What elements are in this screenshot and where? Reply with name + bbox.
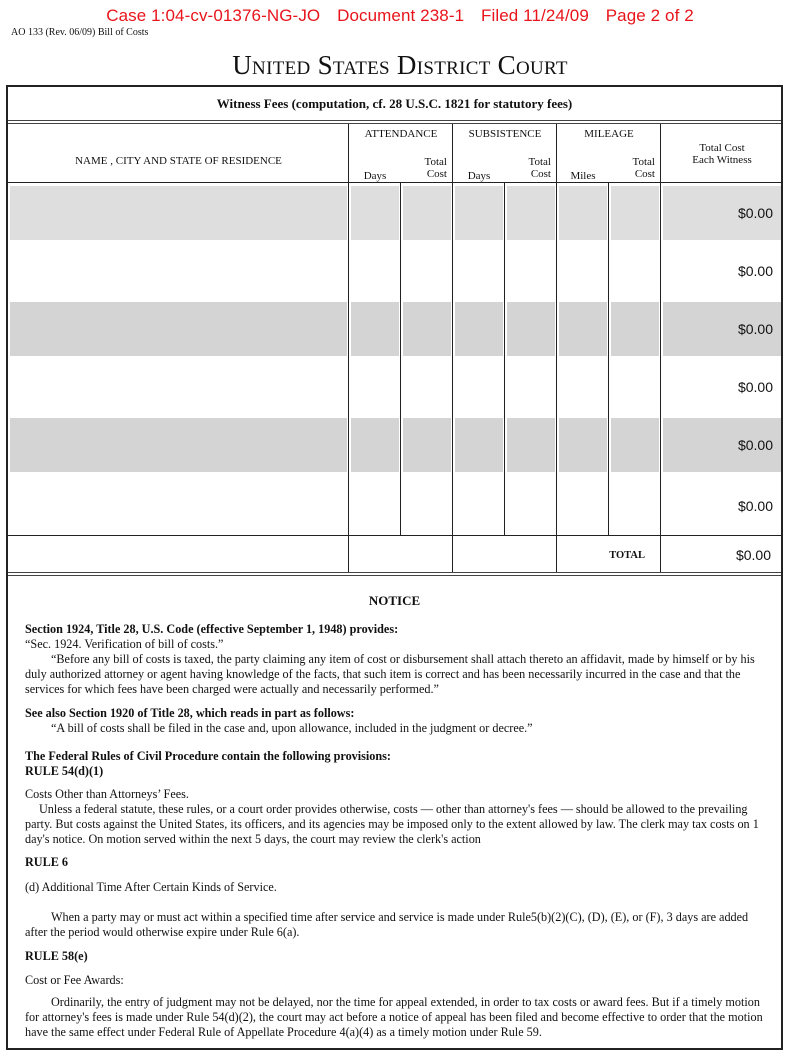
header-total-each-witness: [661, 142, 783, 166]
row-total: $0.00: [737, 379, 773, 395]
rule58-heading: RULE 58(e): [25, 949, 88, 963]
s1924-heading: Section 1924, Title 28, U.S. Code (effective September 1, 1948) provides:: [25, 622, 399, 636]
label-cost: Cost: [426, 168, 447, 180]
header-attendance: ATTENDANCE: [364, 128, 438, 140]
s1924-title: “Sec. 1924. Verification of bill of costs.”: [25, 637, 224, 651]
row-total: $0.00: [737, 321, 773, 337]
notice-heading: NOTICE: [368, 593, 421, 608]
miles-cell[interactable]: [559, 186, 607, 240]
witness-row[interactable]: [8, 416, 783, 474]
name-cell[interactable]: [10, 186, 347, 240]
rule54-heading: RULE 54(d)(1): [25, 764, 104, 778]
col-divider: [452, 124, 453, 572]
witness-row[interactable]: [8, 474, 783, 535]
mile-cost-cell[interactable]: [611, 302, 659, 356]
mile-cost-cell[interactable]: [611, 418, 659, 472]
col-divider: [504, 182, 505, 535]
total-row-top-rule: [8, 535, 783, 536]
miles-cell[interactable]: [559, 302, 607, 356]
rule6-heading: RULE 6: [25, 855, 69, 869]
sub-cost-cell[interactable]: [507, 302, 555, 356]
header-bottom-rule: [8, 182, 783, 183]
witness-row[interactable]: [8, 358, 783, 416]
divider: [8, 120, 781, 124]
rule54-subheading: Costs Other than Attorneys’ Fees.: [25, 787, 189, 801]
header-att-total: [401, 156, 453, 180]
sub-days-cell[interactable]: [455, 302, 503, 356]
court-title: United States District Court: [232, 50, 568, 80]
miles-cell[interactable]: [559, 418, 607, 472]
filing-stamp: [0, 6, 800, 26]
name-cell[interactable]: [10, 302, 347, 356]
s1920-heading: See also Section 1920 of Title 28, which reads in part as follows:: [25, 706, 355, 720]
row-total: $0.00: [737, 498, 773, 514]
att-cost-cell[interactable]: [403, 418, 451, 472]
label-each-witness: Each Witness: [692, 154, 752, 166]
label-total-cost: Total Cost: [699, 142, 745, 154]
sub-days-cell[interactable]: [455, 186, 503, 240]
divider: [8, 572, 781, 576]
witness-fees-title: Witness Fees (computation, cf. 28 U.S.C. 1821 for statutory fees): [216, 96, 573, 111]
witness-row[interactable]: [8, 184, 783, 242]
label-total: Total: [632, 156, 655, 168]
witness-row[interactable]: [8, 300, 783, 358]
s1924-body: “Before any bill of costs is taxed, the party claiming any item of cost or disbursement shall attach thereto an affidavit, made by himself or by his duly authorized attorney or agent having knowledge of the facts, that such item is correct and has been necessarily incurred in the case and that the services for which fees have been charged were actually and necessarily performed.”: [25, 652, 755, 696]
label-cost: Cost: [634, 168, 655, 180]
witness-row[interactable]: [8, 242, 783, 300]
rule58-subheading: Cost or Fee Awards:: [25, 973, 124, 987]
header-name: NAME , CITY AND STATE OF RESIDENCE: [75, 155, 282, 167]
rule58-body: Ordinarily, the entry of judgment may not be delayed, nor the time for appeal extended, in order to tax costs or award fees. But if a timely motion for attorney's fees is made under Rule 54(d)(2), the court may act before a notice of appeal has been filed and become effective to order that the motion have the same effect under Federal Rule of Appellate Procedure 4(a)(4) as a timely motion under Rule 59.: [25, 995, 763, 1039]
col-divider: [608, 182, 609, 535]
header-mileage: MILEAGE: [584, 128, 634, 140]
sub-days-cell[interactable]: [455, 418, 503, 472]
notice-section-1920: [25, 706, 767, 736]
bill-of-costs-form: [6, 85, 783, 1050]
row-total: $0.00: [737, 205, 773, 221]
header-miles: Miles: [570, 170, 596, 182]
att-days-cell[interactable]: [351, 418, 399, 472]
row-total: $0.00: [737, 437, 773, 453]
notice-rule54: [25, 787, 767, 847]
label-total: Total: [424, 156, 447, 168]
s1920-body: “A bill of costs shall be filed in the case and, upon allowance, included in the judgment or decree.”: [51, 721, 533, 735]
notice-rule6-sub: [25, 880, 767, 895]
header-att-days: Days: [363, 170, 387, 182]
filed-date: Filed 11/24/09: [481, 6, 589, 25]
header-sub-total: [505, 156, 557, 180]
case-number: Case 1:04-cv-01376-NG-JO: [106, 6, 321, 25]
notice-rule6: [25, 855, 767, 870]
notice-section-1924: [25, 622, 767, 697]
col-divider: [400, 182, 401, 535]
col-divider: [660, 124, 661, 572]
header-sub-days: Days: [467, 170, 491, 182]
frcp-heading: The Federal Rules of Civil Procedure contain the following provisions:: [25, 749, 391, 763]
att-days-cell[interactable]: [351, 186, 399, 240]
col-divider: [348, 124, 349, 572]
sub-cost-cell[interactable]: [507, 186, 555, 240]
label-total: Total: [528, 156, 551, 168]
notice-rule58: [25, 949, 767, 964]
document-number: Document 238-1: [337, 6, 465, 25]
notice-rule58-body: [25, 995, 767, 1040]
form-id: AO 133 (Rev. 06/09) Bill of Costs: [11, 27, 149, 38]
notice-rule58-sub: [25, 973, 767, 988]
mile-cost-cell[interactable]: [611, 186, 659, 240]
notice-frcp: [25, 749, 767, 779]
label-cost: Cost: [530, 168, 551, 180]
name-cell[interactable]: [10, 418, 347, 472]
row-total: $0.00: [737, 263, 773, 279]
notice-rule6-body: [25, 910, 767, 940]
page-indicator: Page 2 of 2: [605, 6, 694, 25]
header-subsistence: SUBSISTENCE: [468, 128, 542, 140]
att-cost-cell[interactable]: [403, 186, 451, 240]
col-divider: [556, 124, 557, 572]
total-label: TOTAL: [609, 550, 645, 561]
grand-total: $0.00: [735, 547, 771, 563]
rule6-subheading: (d) Additional Time After Certain Kinds of Service.: [25, 880, 277, 894]
rule6-body: When a party may or must act within a specified time after service and service is made under Rule5(b)(2)(C), (D), (E), or (F), 3 days are added after the period would otherwise expire under Rule 6(a).: [25, 910, 749, 939]
rule54-body: Unless a federal statute, these rules, or a court order provides otherwise, costs — other than attorney's fees — should be allowed to the prevailing party. But costs against the United States, its officers, and its agencies may be imposed only to the extent allowed by law. The clerk may tax costs on 1 day's notice. On motion served within the next 5 days, the court may review the clerk's action: [25, 802, 759, 846]
att-days-cell[interactable]: [351, 302, 399, 356]
sub-cost-cell[interactable]: [507, 418, 555, 472]
header-mile-total: [609, 156, 661, 180]
att-cost-cell[interactable]: [403, 302, 451, 356]
